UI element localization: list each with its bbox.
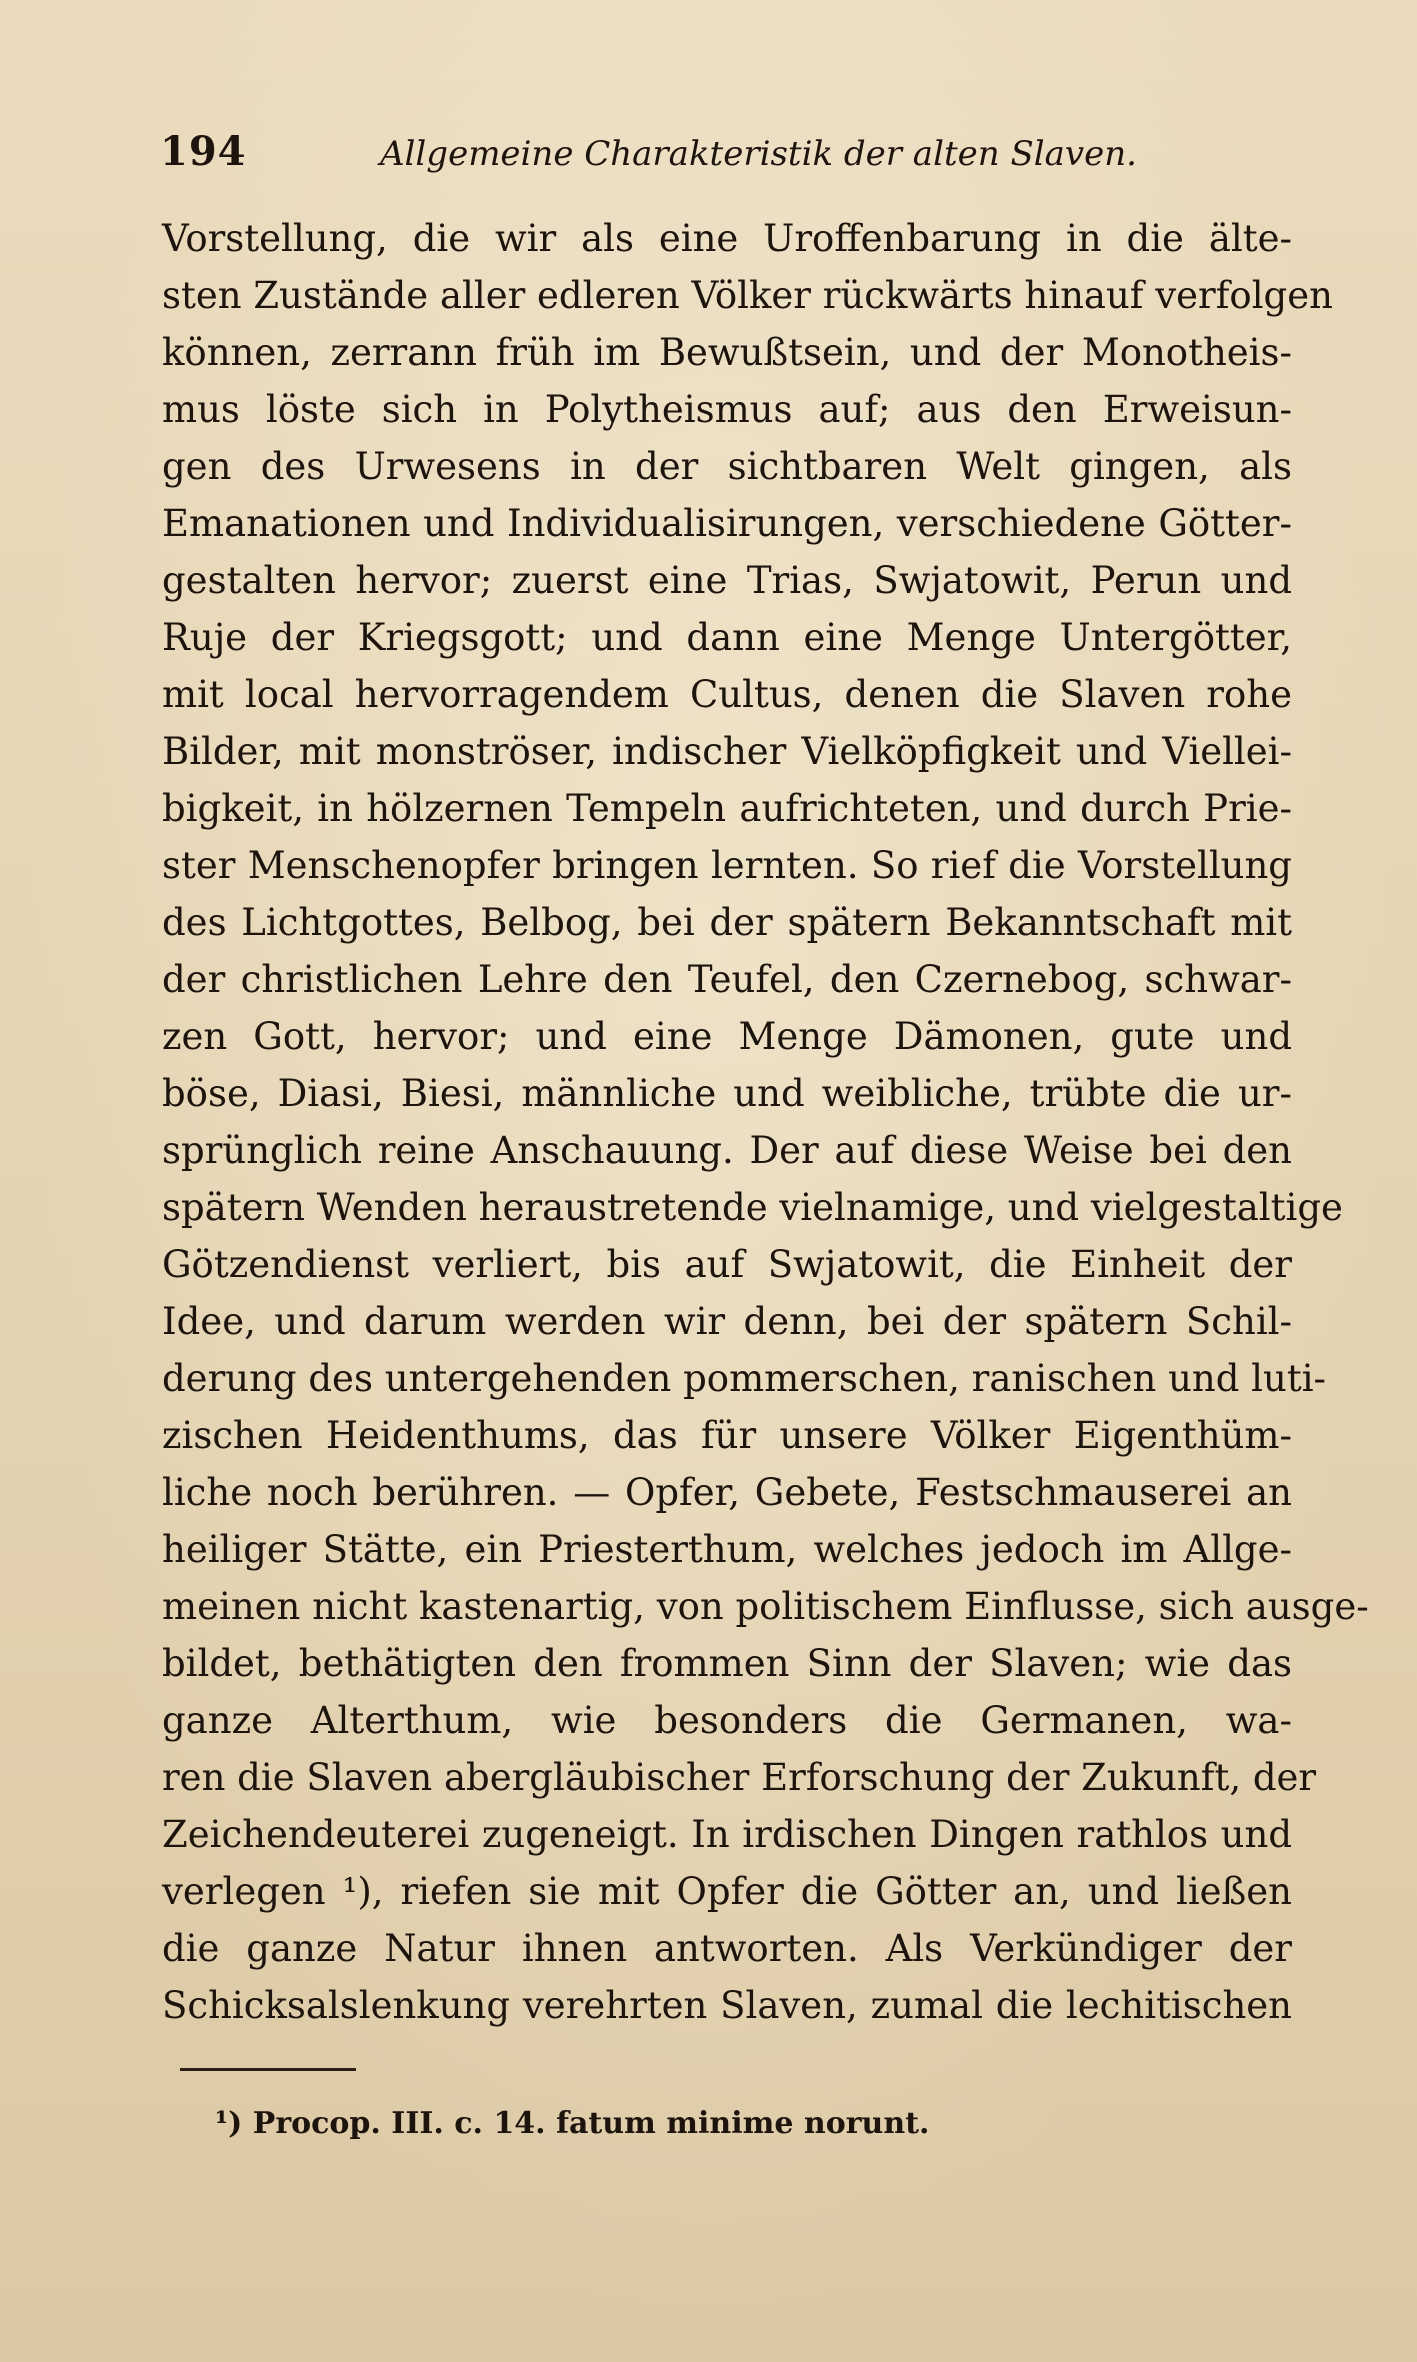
text-line: Bilder, mit monströser, indischer Vielköpfigkeit und Viellei- bbox=[162, 730, 1292, 773]
text-line: Zeichendeuterei zugeneigt. In irdischen Dingen rathlos und bbox=[162, 1813, 1292, 1856]
text-line: spätern Wenden heraustretende vielnamige, und vielgestaltige bbox=[162, 1186, 1343, 1229]
text-line: Ruje der Kriegsgott; und dann eine Menge Untergötter, bbox=[162, 616, 1292, 659]
text-line: Götzendienst verliert, bis auf Swjatowit, die Einheit der bbox=[162, 1243, 1292, 1286]
body-text bbox=[162, 210, 1369, 2034]
text-line: gen des Urwesens in der sichtbaren Welt gingen, als bbox=[162, 445, 1292, 488]
text-line: die ganze Natur ihnen antworten. Als Verkündiger der bbox=[162, 1927, 1292, 1970]
text-line: sten Zustände aller edleren Völker rückwärts hinauf verfolgen bbox=[162, 274, 1333, 317]
text-line: Schicksalslenkung verehrten Slaven, zumal die lechitischen bbox=[162, 1984, 1292, 2027]
text-line: Idee, und darum werden wir denn, bei der spätern Schil- bbox=[162, 1300, 1292, 1343]
text-line: Vorstellung, die wir als eine Uroffenbarung in die älte- bbox=[162, 217, 1292, 260]
text-line: verlegen ¹), riefen sie mit Opfer die Götter an, und ließen bbox=[162, 1870, 1292, 1913]
text-line: des Lichtgottes, Belbog, bei der spätern Bekanntschaft mit bbox=[162, 901, 1292, 944]
text-line: ren die Slaven abergläubischer Erforschung der Zukunft, der bbox=[162, 1756, 1317, 1799]
text-line: gestalten hervor; zuerst eine Trias, Swjatowit, Perun und bbox=[162, 559, 1292, 602]
text-line: heiliger Stätte, ein Priesterthum, welches jedoch im Allge- bbox=[162, 1528, 1292, 1571]
running-head: Allgemeine Charakteristik der alten Slaven. bbox=[380, 134, 1137, 174]
text-line: zischen Heidenthums, das für unsere Völker Eigenthüm- bbox=[162, 1414, 1292, 1457]
text-line: können, zerrann früh im Bewußtsein, und der Monotheis- bbox=[162, 331, 1292, 374]
text-line: böse, Diasi, Biesi, männliche und weibliche, trübte die ur- bbox=[162, 1072, 1292, 1115]
text-line: bigkeit, in hölzernen Tempeln aufrichteten, und durch Prie- bbox=[162, 787, 1292, 830]
text-line: liche noch berühren. — Opfer, Gebete, Festschmauserei an bbox=[162, 1471, 1292, 1514]
text-line: zen Gott, hervor; und eine Menge Dämonen, gute und bbox=[162, 1015, 1292, 1058]
text-line: meinen nicht kastenartig, von politischem Einflusse, sich ausge- bbox=[162, 1585, 1369, 1628]
footnote: ¹) Procop. III. c. 14. fatum minime norunt. bbox=[215, 2106, 930, 2141]
text-line: sprünglich reine Anschauung. Der auf diese Weise bei den bbox=[162, 1129, 1292, 1172]
text-line: bildet, bethätigten den frommen Sinn der Slaven; wie das bbox=[162, 1642, 1292, 1685]
text-line: derung des untergehenden pommerschen, ranischen und luti- bbox=[162, 1357, 1327, 1400]
text-line: Emanationen und Individualisirungen, verschiedene Götter- bbox=[162, 502, 1292, 545]
footnote-rule bbox=[180, 2068, 356, 2071]
text-line: der christlichen Lehre den Teufel, den Czernebog, schwar- bbox=[162, 958, 1292, 1001]
text-line: ganze Alterthum, wie besonders die Germanen, wa- bbox=[162, 1699, 1292, 1742]
page-header bbox=[160, 128, 1280, 188]
text-line: mus löste sich in Polytheismus auf; aus den Erweisun- bbox=[162, 388, 1292, 431]
text-line: ster Menschenopfer bringen lernten. So rief die Vorstellung bbox=[162, 844, 1292, 887]
text-line: mit local hervorragendem Cultus, denen die Slaven rohe bbox=[162, 673, 1292, 716]
page-number: 194 bbox=[160, 128, 247, 175]
